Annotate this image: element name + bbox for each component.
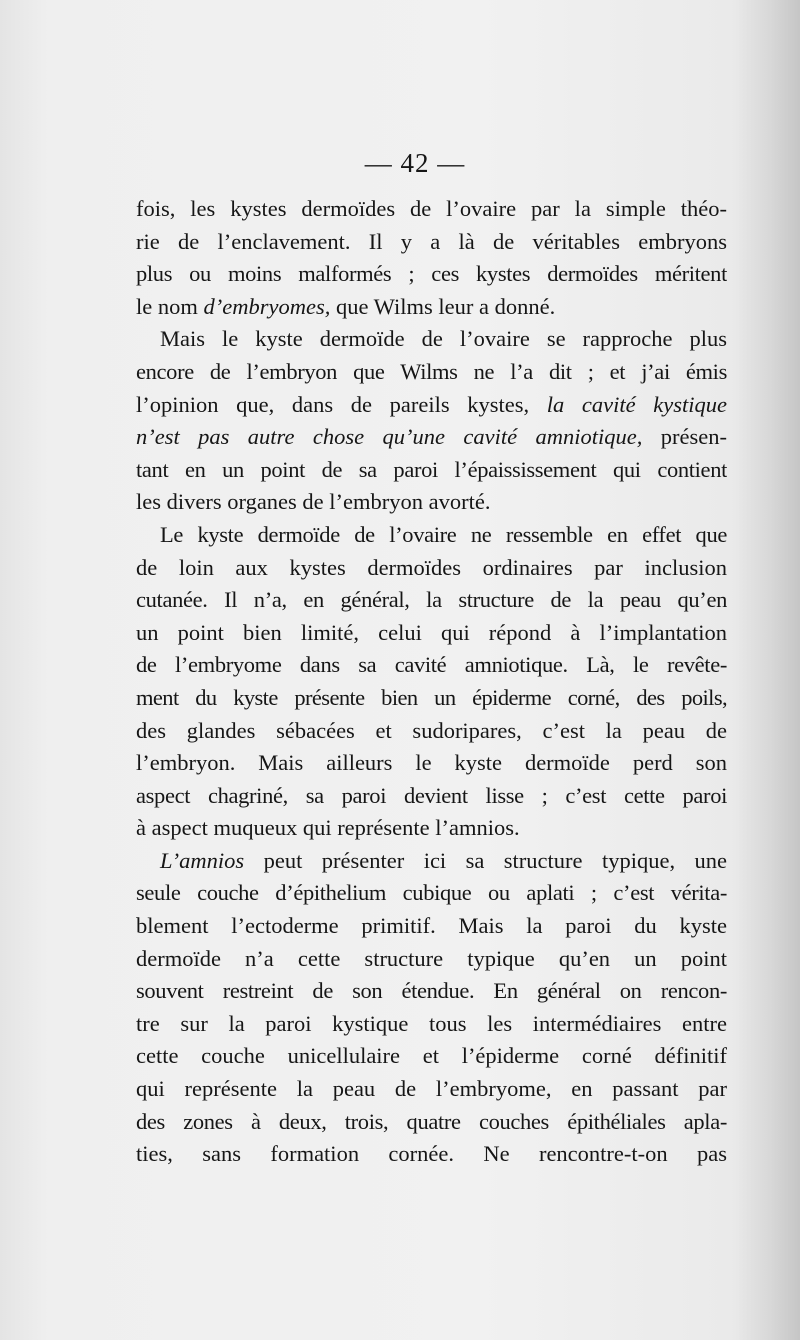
text-line: aspect chagriné, sa paroi devient lisse ; c’est cette paroi (136, 782, 727, 808)
text-line: de loin aux kystes dermoïdes ordinaires par inclusion (136, 554, 727, 580)
text-line: qui représente la peau de l’embryome, en passant par (136, 1076, 727, 1102)
body-text (136, 193, 727, 1171)
text-line: le nom d’embryomes, que Wilms leur a donné. (136, 293, 556, 319)
text-line: rie de l’enclavement. Il y a là de véritables embryons (136, 228, 727, 254)
text-line: des zones à deux, trois, quatre couches épithéliales apla- (136, 1108, 727, 1134)
italic-term: d’embryomes, (203, 293, 331, 319)
text-line: l’embryon. Mais ailleurs le kyste dermoïde perd son (136, 750, 727, 776)
text-line: cette couche unicellulaire et l’épiderme corné définitif (136, 1043, 727, 1069)
text-line: à aspect muqueux qui représente l’amnios. (136, 815, 520, 841)
text-line: cutanée. Il n’a, en général, la structure de la peau qu’en (136, 587, 727, 613)
text-line: n’est pas autre chose qu’une cavité amniotique, présen- (136, 424, 727, 450)
text-line: dermoïde n’a cette structure typique qu’en un point (136, 945, 727, 971)
italic-phrase: la cavité kystique (546, 391, 727, 417)
page-edge-shadow (730, 0, 800, 1340)
text-line: des glandes sébacées et sudoripares, c’est la peau de (136, 717, 727, 743)
text-line: ties, sans formation cornée. Ne rencontre-t-on pas (136, 1141, 727, 1167)
text-line: souvent restreint de son étendue. En général on rencon- (136, 978, 727, 1004)
text-line: les divers organes de l’embryon avorté. (136, 489, 491, 515)
paragraph-start-line: L’amnios peut présenter ici sa structure typique, une (160, 847, 727, 873)
paragraph-start-line: Mais le kyste dermoïde de l’ovaire se rapproche plus (160, 326, 727, 352)
page-number: — 42 — (364, 148, 466, 178)
text-line: encore de l’embryon que Wilms ne l’a dit ; et j’ai émis (136, 358, 727, 384)
italic-phrase: n’est pas autre chose qu’une cavité amniotique, (136, 424, 643, 450)
text-line: l’opinion que, dans de pareils kystes, la cavité kystique (136, 391, 727, 417)
text-line: blement l’ectoderme primitif. Mais la paroi du kyste (136, 913, 727, 939)
text-line: plus ou moins malformés ; ces kystes dermoïdes méritent (136, 261, 727, 287)
paragraph-start-line: Le kyste dermoïde de l’ovaire ne ressemble en effet que (160, 521, 727, 547)
text-line: fois, les kystes dermoïdes de l’ovaire par la simple théo- (136, 196, 727, 221)
text-line: tant en un point de sa paroi l’épaississement qui contient (136, 456, 727, 482)
text-line: tre sur la paroi kystique tous les intermédiaires entre (136, 1010, 727, 1036)
text-line: de l’embryome dans sa cavité amniotique. Là, le revête- (136, 652, 727, 678)
italic-term: L’amnios (160, 847, 245, 873)
text-line: seule couche d’épithelium cubique ou aplati ; c’est vérita- (136, 880, 727, 906)
text-line: ment du kyste présente bien un épiderme corné, des poils, (136, 684, 727, 710)
text-line: un point bien limité, celui qui répond à l’implantation (136, 619, 727, 645)
